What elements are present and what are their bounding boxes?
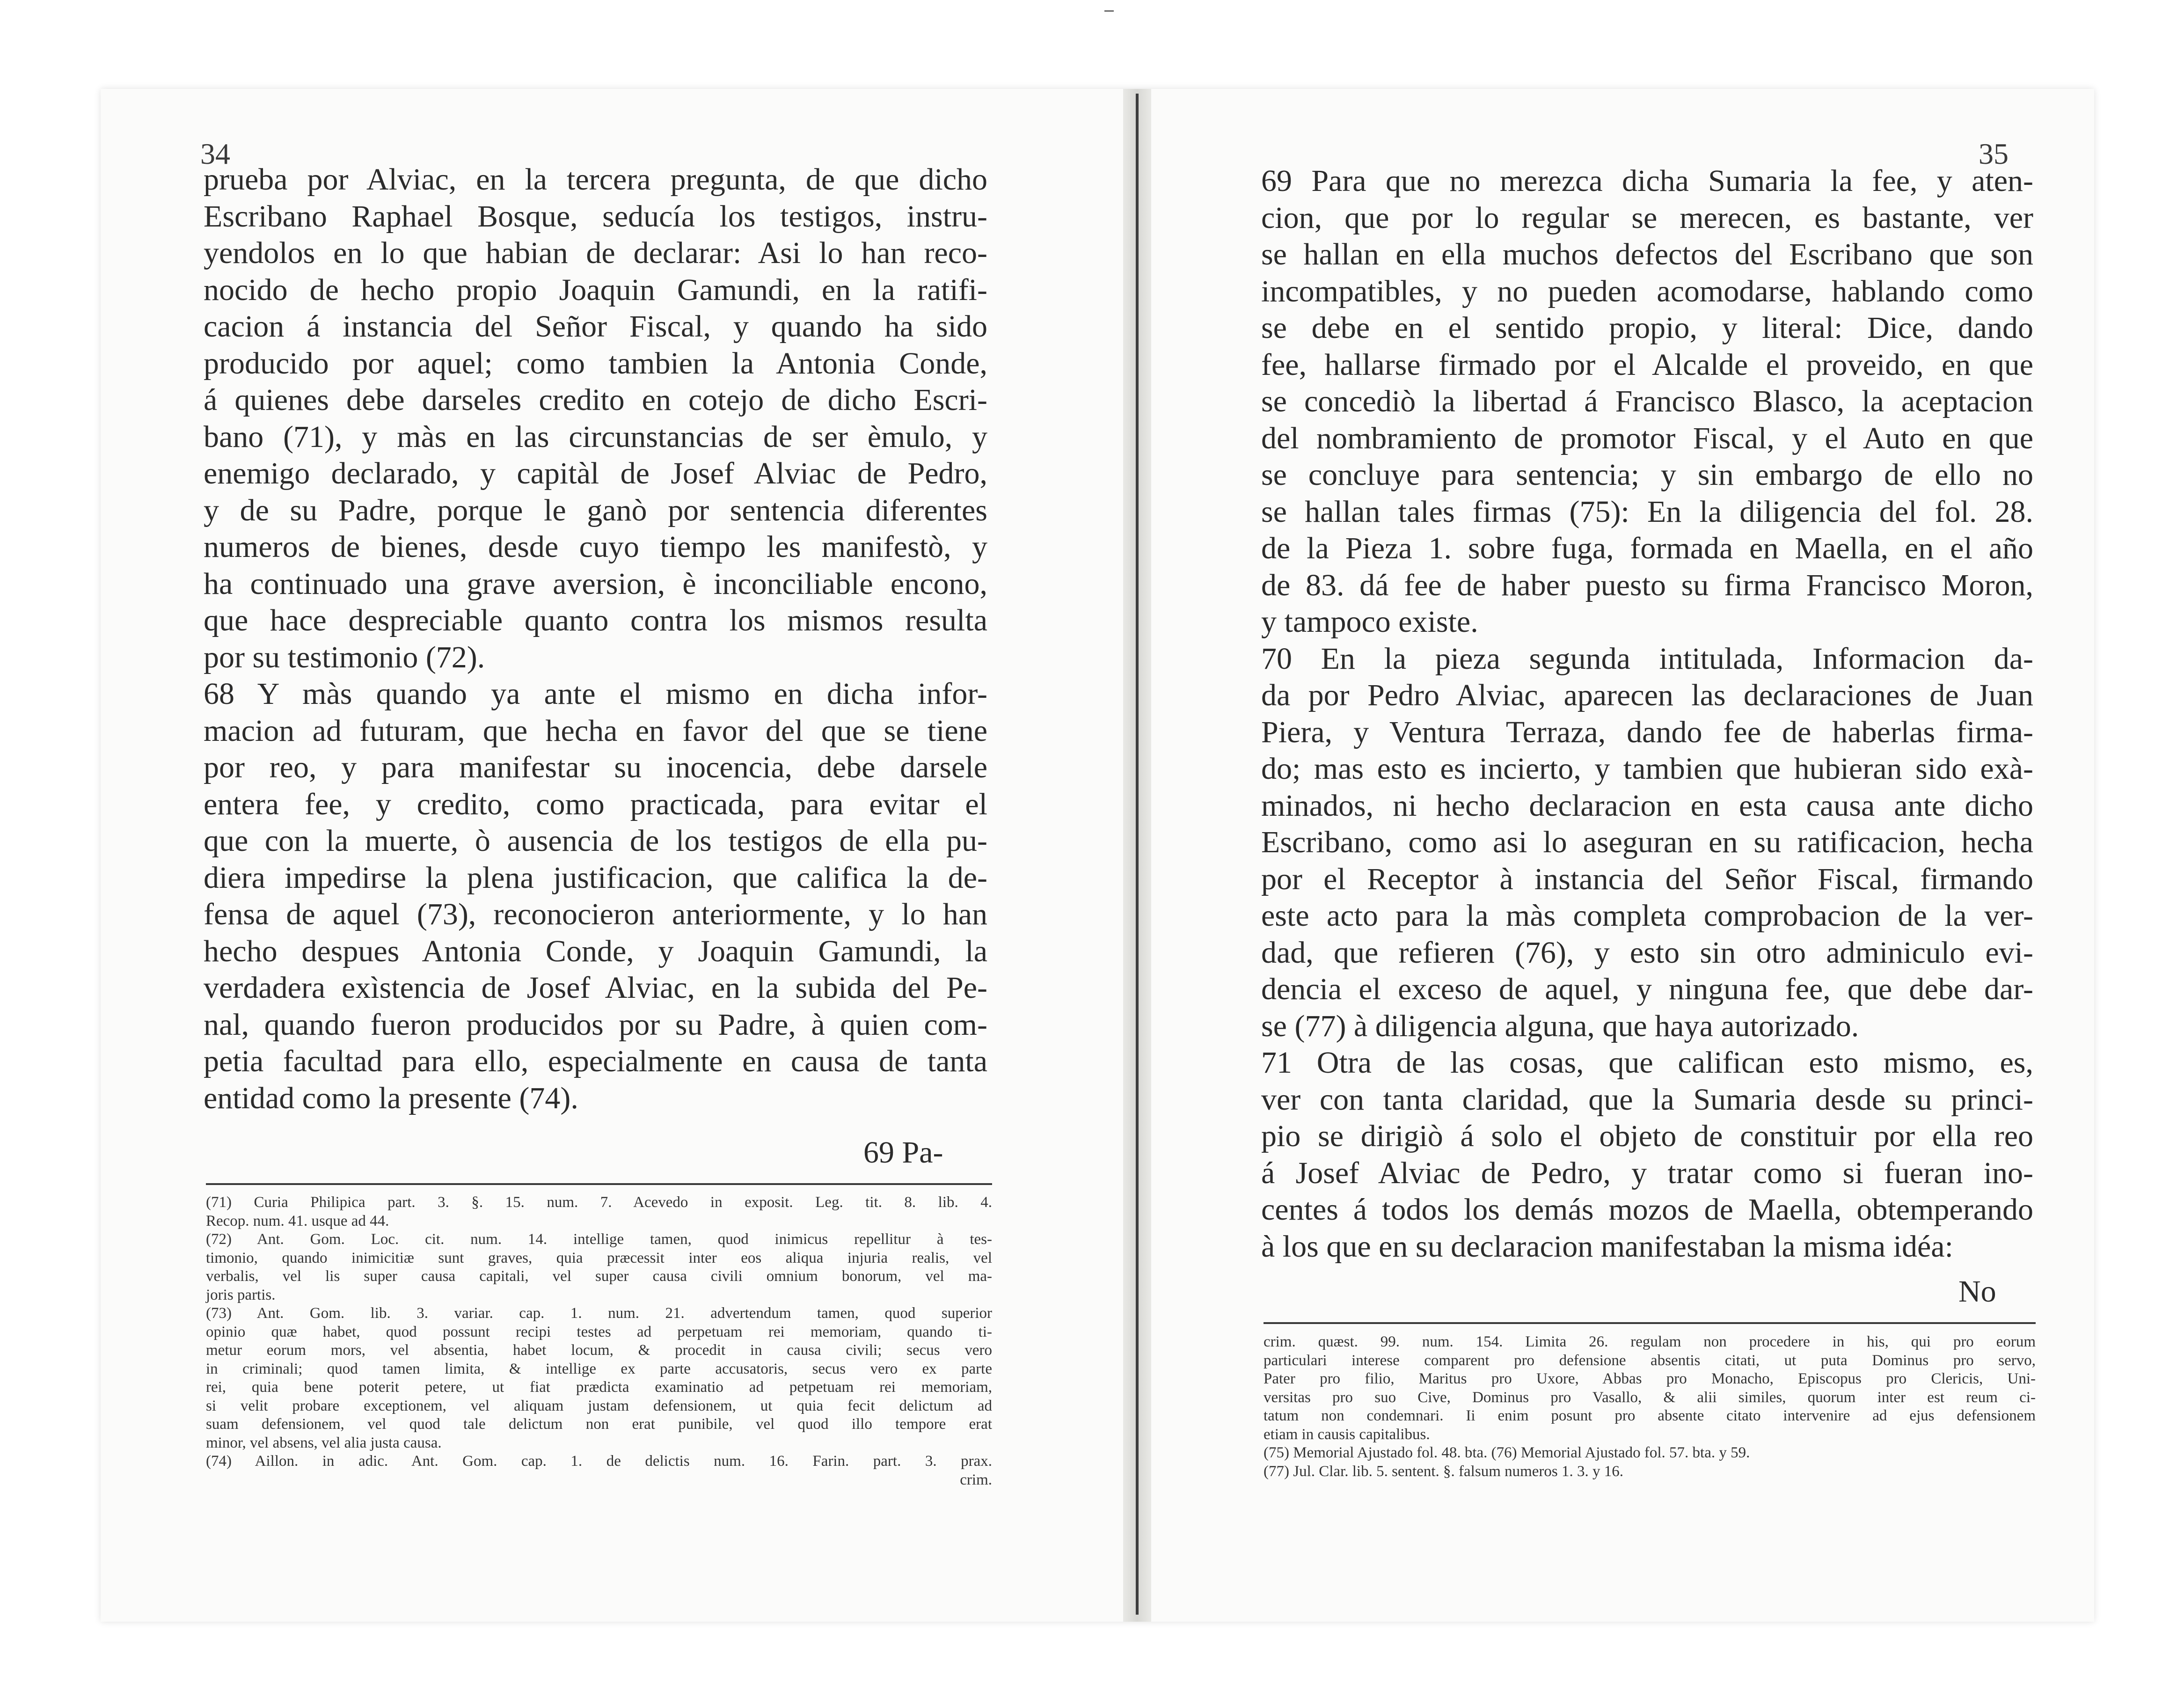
right-footnote-rule	[1264, 1322, 2036, 1324]
body-line: este acto para la màs completa comprobacion de la ver-	[1261, 899, 2033, 933]
body-line: 69 Para que no merezca dicha Sumaria la fee, y aten-	[1261, 164, 2033, 198]
body-line: por el Receptor à instancia del Señor Fiscal, firmando	[1261, 862, 2033, 896]
body-line: de 83. dá fee de haber puesto su firma Francisco Moron,	[1261, 568, 2033, 602]
right-body-text	[1261, 163, 2033, 1265]
footnote-line: joris partis.	[206, 1286, 276, 1303]
footnote-line: particulari interese comparent pro defensione absentis citati, ut puta Dominus pro servo,	[1264, 1352, 2036, 1369]
footnote-line: crim.	[960, 1471, 992, 1488]
body-line: Escribano, como asi lo aseguran en su ratificacion, hecha	[1261, 825, 2033, 859]
body-line: se concediò la libertad á Francisco Blasco, la aceptacion	[1261, 384, 2033, 418]
body-line: producido por aquel; como tambien la Antonia Conde,	[204, 346, 987, 380]
body-line: cion, que por lo regular se merecen, es bastante, ver	[1261, 200, 2033, 235]
body-line: 70 En la pieza segunda intitulada, Informacion da-	[1261, 641, 2033, 676]
body-line: centes á todos los demás mozos de Maella, obtemperando	[1261, 1193, 2033, 1227]
footnote-line: Pater pro filio, Maritus pro Uxore, Abbas pro Monacho, Episcopus pro Clericis, Uni-	[1264, 1370, 2036, 1387]
footnote-line: si velit probare exceptionem, vel aliquam justam defensionem, ut quia fecit delictum ad	[206, 1397, 992, 1414]
body-line: petia facultad para ello, especialmente en causa de tanta	[204, 1044, 987, 1078]
body-line: que hace despreciable quanto contra los mismos resulta	[204, 603, 987, 637]
body-line: numeros de bienes, desde cuyo tiempo les manifestò, y	[204, 530, 987, 564]
footnote-line: (74) Aillon. in adic. Ant. Gom. cap. 1. de delictis num. 16. Farin. part. 3. prax.	[206, 1453, 992, 1470]
body-line: se hallan en ella muchos defectos del Escribano que son	[1261, 237, 2033, 271]
footnote-line: suam defensionem, vel quod tale delictum non erat punibile, vel quod illo tempore erat	[206, 1416, 992, 1433]
right-catchword: No	[1958, 1274, 1996, 1309]
body-line: por su testimonio (72).	[204, 640, 485, 674]
body-line: por reo, y para manifestar su inocencia, debe darsele	[204, 750, 987, 784]
body-line: hecho despues Antonia Conde, y Joaquin Gamundi, la	[204, 934, 987, 968]
body-line: de la Pieza 1. sobre fuga, formada en Maella, en el año	[1261, 531, 2033, 565]
body-line: incompatibles, y no pueden acomodarse, hablando como	[1261, 274, 2033, 308]
body-line: del nombramiento de promotor Fiscal, y el Auto en que	[1261, 421, 2033, 455]
footnote-line: rei, quia bene poterit petere, ut fiat prædicta examinatio ad petpetuam rei memoriam,	[206, 1379, 992, 1396]
footnote-line: verbalis, vel lis super causa capitali, vel super causa civili omnium bonorum, vel ma-	[206, 1268, 992, 1285]
footnote-line: timonio, quando inimicitiæ sunt graves, quia præcessit inter eos aliqua injuria realis, vel	[206, 1249, 992, 1266]
body-line: minados, ni hecho declaracion en esta causa ante dicho	[1261, 788, 2033, 823]
body-line: y tampoco existe.	[1261, 605, 1478, 639]
body-line: 71 Otra de las cosas, que califican esto mismo, es,	[1261, 1046, 2033, 1080]
body-line: entera fee, y credito, como practicada, para evitar el	[204, 787, 987, 821]
footnote-line: in criminali; quod tamen limita, & intellige ex parte accusatoris, secus vero ex parte	[206, 1360, 992, 1377]
body-line: prueba por Alviac, en la tercera pregunta, de que dicho	[204, 162, 987, 197]
left-page-number: 34	[200, 137, 230, 170]
right-footnotes	[1264, 1333, 2036, 1481]
body-line: diera impedirse la plena justificacion, que califica la de-	[204, 860, 987, 895]
body-line: fensa de aquel (73), reconocieron anteriormente, y lo han	[204, 897, 987, 931]
footnote-line: Recop. num. 41. usque ad 44.	[206, 1212, 389, 1229]
footnote-line: (75) Memorial Ajustado fol. 48. bta. (76) Memorial Ajustado fol. 57. bta. y 59.	[1264, 1444, 1750, 1461]
gutter	[1123, 89, 1151, 1622]
body-line: bano (71), y màs en las circunstancias de ser èmulo, y	[204, 419, 987, 454]
footnote-line: opinio quæ habet, quod possunt recipi testes ad perpetuam rei memoriam, quando ti-	[206, 1323, 992, 1340]
body-line: á Josef Alviac de Pedro, y tratar como si fueran ino-	[1261, 1156, 2033, 1190]
body-line: y de su Padre, porque le ganò por sentencia diferentes	[204, 493, 987, 527]
body-line: dad, que refieren (76), y esto sin otro adminiculo evi-	[1261, 935, 2033, 970]
gutter-line	[1136, 94, 1139, 1615]
body-line: se (77) à diligencia alguna, que haya autorizado.	[1261, 1009, 1859, 1043]
body-line: pio se dirigiò á solo el objeto de constituir por ella reo	[1261, 1119, 2033, 1153]
body-line: se hallan tales firmas (75): En la diligencia del fol. 28.	[1261, 494, 2033, 529]
body-line: yendolos en lo que habian de declarar: Asi lo han reco-	[204, 236, 987, 270]
body-line: se concluye para sentencia; y sin embargo de ello no	[1261, 458, 2033, 492]
body-line: nal, quando fueron producidos por su Padre, à quien com-	[204, 1007, 987, 1042]
body-line: macion ad futuram, que hecha en favor del que se tiene	[204, 713, 987, 748]
body-line: á quienes debe darseles credito en cotejo de dicho Escri-	[204, 383, 987, 417]
body-line: dencia el exceso de aquel, y ninguna fee, que debe dar-	[1261, 972, 2033, 1006]
body-line: enemigo declarado, y capitàl de Josef Alviac de Pedro,	[204, 456, 987, 490]
footnote-line: (77) Jul. Clar. lib. 5. sentent. §. falsum numeros 1. 3. y 16.	[1264, 1463, 1624, 1480]
footnote-line: minor, vel absens, vel alia justa causa.	[206, 1434, 442, 1451]
body-line: que con la muerte, ò ausencia de los testigos de ella pu-	[204, 824, 987, 858]
top-scan-mark	[1104, 10, 1114, 12]
footnote-line: (73) Ant. Gom. lib. 3. variar. cap. 1. num. 21. advertendum tamen, quod superior	[206, 1305, 992, 1322]
body-line: da por Pedro Alviac, aparecen las declaraciones de Juan	[1261, 678, 2033, 712]
body-line: cacion á instancia del Señor Fiscal, y quando ha sido	[204, 309, 987, 344]
footnote-line: etiam in causis capitalibus.	[1264, 1426, 1430, 1443]
footnote-line: (72) Ant. Gom. Loc. cit. num. 14. intellige tamen, quod inimicus repellitur à tes-	[206, 1231, 992, 1248]
body-line: fee, hallarse firmado por el Alcalde el proveido, en que	[1261, 347, 2033, 382]
left-footnotes	[206, 1193, 992, 1489]
body-line: 68 Y màs quando ya ante el mismo en dicha infor-	[204, 677, 987, 711]
body-line: Piera, y Ventura Terraza, dando fee de haberlas firma-	[1261, 715, 2033, 749]
right-page-number: 35	[1979, 137, 2009, 170]
footnote-line: versitas pro suo Cive, Dominus pro Vasallo, & alii similes, quorum inter est reum ci-	[1264, 1389, 2036, 1406]
body-line: ha continuado una grave aversion, è inconciliable encono,	[204, 566, 987, 601]
body-line: se debe en el sentido propio, y literal: Dice, dando	[1261, 311, 2033, 345]
body-line: ver con tanta claridad, que la Sumaria desde su princi-	[1261, 1082, 2033, 1117]
body-line: nocido de hecho propio Joaquin Gamundi, en la ratifi-	[204, 272, 987, 307]
body-line: entidad como la presente (74).	[204, 1081, 578, 1115]
body-line: Escribano Raphael Bosque, seducía los testigos, instru-	[204, 199, 987, 234]
footnote-line: crim. quæst. 99. num. 154. Limita 26. regulam non procedere in his, qui pro eorum	[1264, 1333, 2036, 1350]
footnote-line: tatum non condemnari. Ii enim posunt pro absente citato intervenire ad ejus defensionem	[1264, 1407, 2036, 1424]
body-line: do; mas esto es incierto, y tambien que hubieran sido exà-	[1261, 752, 2033, 786]
footnote-line: (71) Curia Philipica part. 3. §. 15. num. 7. Acevedo in exposit. Leg. tit. 8. lib. 4.	[206, 1194, 992, 1211]
left-catchword: 69 Pa-	[863, 1135, 943, 1170]
body-line: verdadera exìstencia de Josef Alviac, en la subida del Pe-	[204, 971, 987, 1005]
footnote-line: metur eorum mors, vel absentia, habet locum, & procedit in causa civili; secus vero	[206, 1342, 992, 1359]
body-line: à los que en su declaracion manifestaban la misma idéa:	[1261, 1229, 1953, 1264]
left-footnote-rule	[206, 1183, 992, 1185]
left-body-text	[204, 161, 987, 1117]
